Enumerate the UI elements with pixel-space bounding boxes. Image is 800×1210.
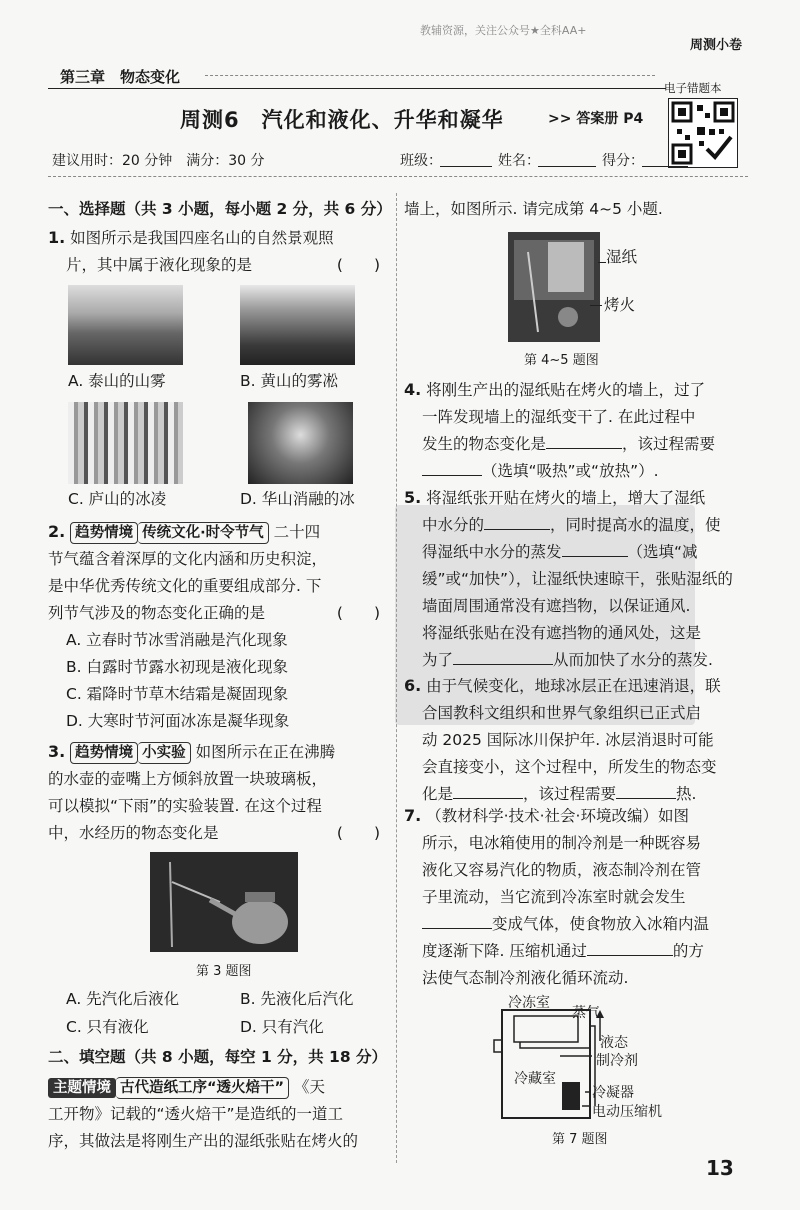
option-B[interactable]: B. 先液化后汽化 <box>240 990 354 1008</box>
question-text: 变成气体，使食物放入冰箱内温 <box>492 915 710 933</box>
label-wet-paper: 湿纸 <box>606 248 638 266</box>
label-vapor: 蒸气 <box>572 1005 600 1021</box>
question-text: 的水壶的壶嘴上方倾斜放置一块玻璃板， <box>48 770 328 788</box>
question-number: 4. <box>404 380 422 399</box>
label-compressor: 电动压缩机 <box>592 1104 662 1120</box>
question-text: （教材科学·技术·社会·环境改编）如图 <box>426 807 689 825</box>
question-3 <box>48 738 388 847</box>
score-field[interactable] <box>642 166 688 167</box>
option-D[interactable]: D. 只有汽化 <box>240 1018 324 1036</box>
column-divider <box>396 193 397 1163</box>
question-text: 热. <box>676 785 697 803</box>
question-2 <box>48 518 388 735</box>
question-text: 列节气涉及的物态变化正确的是 <box>48 604 266 622</box>
question-text: 中，水经历的物态变化是 <box>48 824 219 842</box>
question-text: 可以模拟“下雨”的实验装置. 在这个过程 <box>48 797 322 815</box>
answer-paren[interactable]: ( ) <box>336 604 380 622</box>
section-1-heading: 一、选择题（共 3 小题，每小题 2 分，共 6 分） <box>48 200 392 218</box>
theme-text-continued: 墙上，如图所示. 请完成第 4~5 小题. <box>404 200 663 218</box>
topic-tag: 小实验 <box>138 742 191 764</box>
question-text: 化是 <box>422 785 454 803</box>
question-number: 5. <box>404 488 422 507</box>
question-5 <box>404 484 754 674</box>
question-7 <box>404 802 754 992</box>
question-text: 度逐渐下降. 压缩机通过 <box>422 942 587 960</box>
question-text: 从而加快了水分的蒸发. <box>553 651 713 669</box>
question-text: ，该过程需要 <box>523 785 617 803</box>
name-field[interactable] <box>538 166 596 167</box>
page-title: 周测6 汽化和液化、升华和凝华 <box>180 108 504 132</box>
photo-boiling-kettle <box>150 852 298 952</box>
question-text: 中水分的 <box>422 516 485 534</box>
label-liquid: 液态 <box>600 1035 628 1051</box>
option-C[interactable]: C. 庐山的冰凌 <box>68 490 167 508</box>
option-A[interactable]: A. 先汽化后液化 <box>66 990 180 1008</box>
theme-topic-tag: 古代造纸工序“透火焙干” <box>116 1077 289 1099</box>
question-text: 节气蕴含着深厚的文化内涵和历史积淀， <box>48 550 328 568</box>
question-text: ，该过程需要 <box>622 435 716 453</box>
question-text: 为了 <box>422 651 454 669</box>
qr-code-icon[interactable] <box>668 98 738 168</box>
question-6 <box>404 672 754 808</box>
figure-3-caption: 第 3 题图 <box>196 964 252 979</box>
theme-tag: 主题情境 <box>48 1078 116 1098</box>
question-text: 由于气候变化，地球冰层正在迅速消退，联 <box>426 677 721 695</box>
question-text: 片，其中属于液化现象的是 <box>66 256 253 274</box>
label-freezer: 冷冻室 <box>508 995 550 1011</box>
question-text: 缓”或“加快”），让湿纸快速晾干，张贴湿纸的 <box>422 570 733 588</box>
label-refrigerator-compartment: 冷藏室 <box>514 1071 556 1087</box>
trend-tag: 趋势情境 <box>70 522 138 544</box>
question-text: 会直接变小，这个过程中，所发生的物态变 <box>422 758 717 776</box>
option-B[interactable]: B. 白露时节露水初现是液化现象 <box>66 658 288 676</box>
pointer-line <box>598 262 606 263</box>
question-text: 将湿纸张贴在没有遮挡物的通风处，这是 <box>422 624 702 642</box>
qr-label: 电子错题本 <box>664 81 722 95</box>
question-text: 发生的物态变化是 <box>422 435 547 453</box>
theme-text: 《天 <box>294 1078 326 1096</box>
answer-blank[interactable] <box>422 928 492 929</box>
question-number: 6. <box>404 676 422 695</box>
question-4 <box>404 376 754 485</box>
question-text: （选填“减 <box>627 543 698 561</box>
question-text: 液化又容易汽化的物质，液态制冷剂在管 <box>422 861 702 879</box>
question-number: 3. <box>48 742 66 761</box>
answer-blank[interactable] <box>562 556 628 557</box>
question-text: 将湿纸张开贴在烤火的墙上，增大了湿纸 <box>426 489 706 507</box>
label-condenser: 冷凝器 <box>592 1085 634 1101</box>
photo-huashan-melting-ice <box>248 402 353 484</box>
question-text: 所示，电冰箱使用的制冷剂是一种既容易 <box>422 834 702 852</box>
question-text: （选填“吸热”或“放热”）. <box>482 462 659 480</box>
option-D[interactable]: D. 华山消融的冰 <box>240 490 355 508</box>
question-text: 得湿纸中水分的蒸发 <box>422 543 562 561</box>
answer-blank[interactable] <box>616 798 676 799</box>
question-number: 2. <box>48 522 66 541</box>
answer-blank[interactable] <box>453 664 553 665</box>
question-number: 1. <box>48 228 66 247</box>
figure-45-caption: 第 4~5 题图 <box>524 353 599 368</box>
question-text: 如图所示是我国四座名山的自然景观照 <box>70 229 334 247</box>
question-text: 法使气态制冷剂液化循环流动. <box>422 969 629 987</box>
header-bottom-divider <box>48 176 748 177</box>
time-and-score: 建议用时：20 分钟 满分：30 分 <box>52 153 265 169</box>
topic-tag: 传统文化·时令节气 <box>138 522 269 544</box>
answer-reference: >> 答案册 P4 <box>548 111 644 127</box>
pointer-line <box>590 305 602 306</box>
question-text: 二十四 <box>273 523 321 541</box>
answer-blank[interactable] <box>587 955 673 956</box>
option-A[interactable]: A. 泰山的山雾 <box>68 372 166 390</box>
class-field[interactable] <box>440 166 492 167</box>
answer-blank[interactable] <box>422 475 482 476</box>
question-text: 动 2025 国际冰川保护年. 冰层消退时可能 <box>422 731 714 749</box>
photo-paper-drying <box>508 232 600 342</box>
theme-text: 工开物》记载的“透火焙干”是造纸的一道工 <box>48 1105 344 1123</box>
option-B[interactable]: B. 黄山的雾凇 <box>240 372 338 390</box>
photo-huangshan-rime <box>240 285 355 365</box>
question-text: 墙面周围通常没有遮挡物，以保证通风. <box>422 597 691 615</box>
photo-taishan-fog <box>68 285 183 365</box>
question-text: ，同时提高水的温度，使 <box>550 516 721 534</box>
header-divider <box>205 75 655 76</box>
label-refrigerant: 制冷剂 <box>596 1053 638 1069</box>
photo-lushan-icicles <box>68 402 183 484</box>
name-label: 姓名： <box>498 153 540 169</box>
header-rule <box>48 88 666 89</box>
answer-blank[interactable] <box>484 529 550 530</box>
score-label: 得分： <box>602 153 644 169</box>
section-2-heading: 二、填空题（共 8 小题，每空 1 分，共 18 分） <box>48 1048 388 1066</box>
option-D[interactable]: D. 大寒时节河面冰冻是凝华现象 <box>66 712 290 730</box>
option-C[interactable]: C. 只有液化 <box>66 1018 149 1036</box>
answer-paren[interactable]: ( ) <box>336 824 380 842</box>
label-fire: 烤火 <box>604 296 636 314</box>
figure-7-caption: 第 7 题图 <box>552 1132 608 1147</box>
question-1 <box>48 224 388 279</box>
top-watermark-text: 教辅资源，关注公众号★全科AA+ <box>420 24 587 37</box>
question-number: 7. <box>404 806 422 825</box>
question-text: 合国教科文组织和世界气象组织已正式启 <box>422 704 702 722</box>
answer-blank[interactable] <box>546 448 622 449</box>
answer-paren[interactable]: ( ) <box>336 256 380 274</box>
question-text: 的方 <box>672 942 704 960</box>
theme-text: 序，其做法是将刚生产出的湿纸张贴在烤火的 <box>48 1132 359 1150</box>
option-A[interactable]: A. 立春时节冰雪消融是汽化现象 <box>66 631 288 649</box>
trend-tag: 趋势情境 <box>70 742 138 764</box>
class-label: 班级： <box>400 153 442 169</box>
question-text: 子里流动，当它流到冷冻室时就会发生 <box>422 888 686 906</box>
question-text: 将刚生产出的湿纸贴在烤火的墙上，过了 <box>426 381 706 399</box>
question-text: 一阵发现墙上的湿纸变干了. 在此过程中 <box>422 408 696 426</box>
question-text: 是中华优秀传统文化的重要组成部分. 下 <box>48 577 322 595</box>
question-text: 如图所示在正在沸腾 <box>195 743 336 761</box>
answer-blank[interactable] <box>453 798 523 799</box>
theme-context <box>48 1074 388 1155</box>
page-number: 13 <box>706 1156 734 1180</box>
chapter-label: 第三章 物态变化 <box>60 68 181 86</box>
series-label: 周测小卷 <box>690 38 743 53</box>
option-C[interactable]: C. 霜降时节草木结霜是凝固现象 <box>66 685 289 703</box>
